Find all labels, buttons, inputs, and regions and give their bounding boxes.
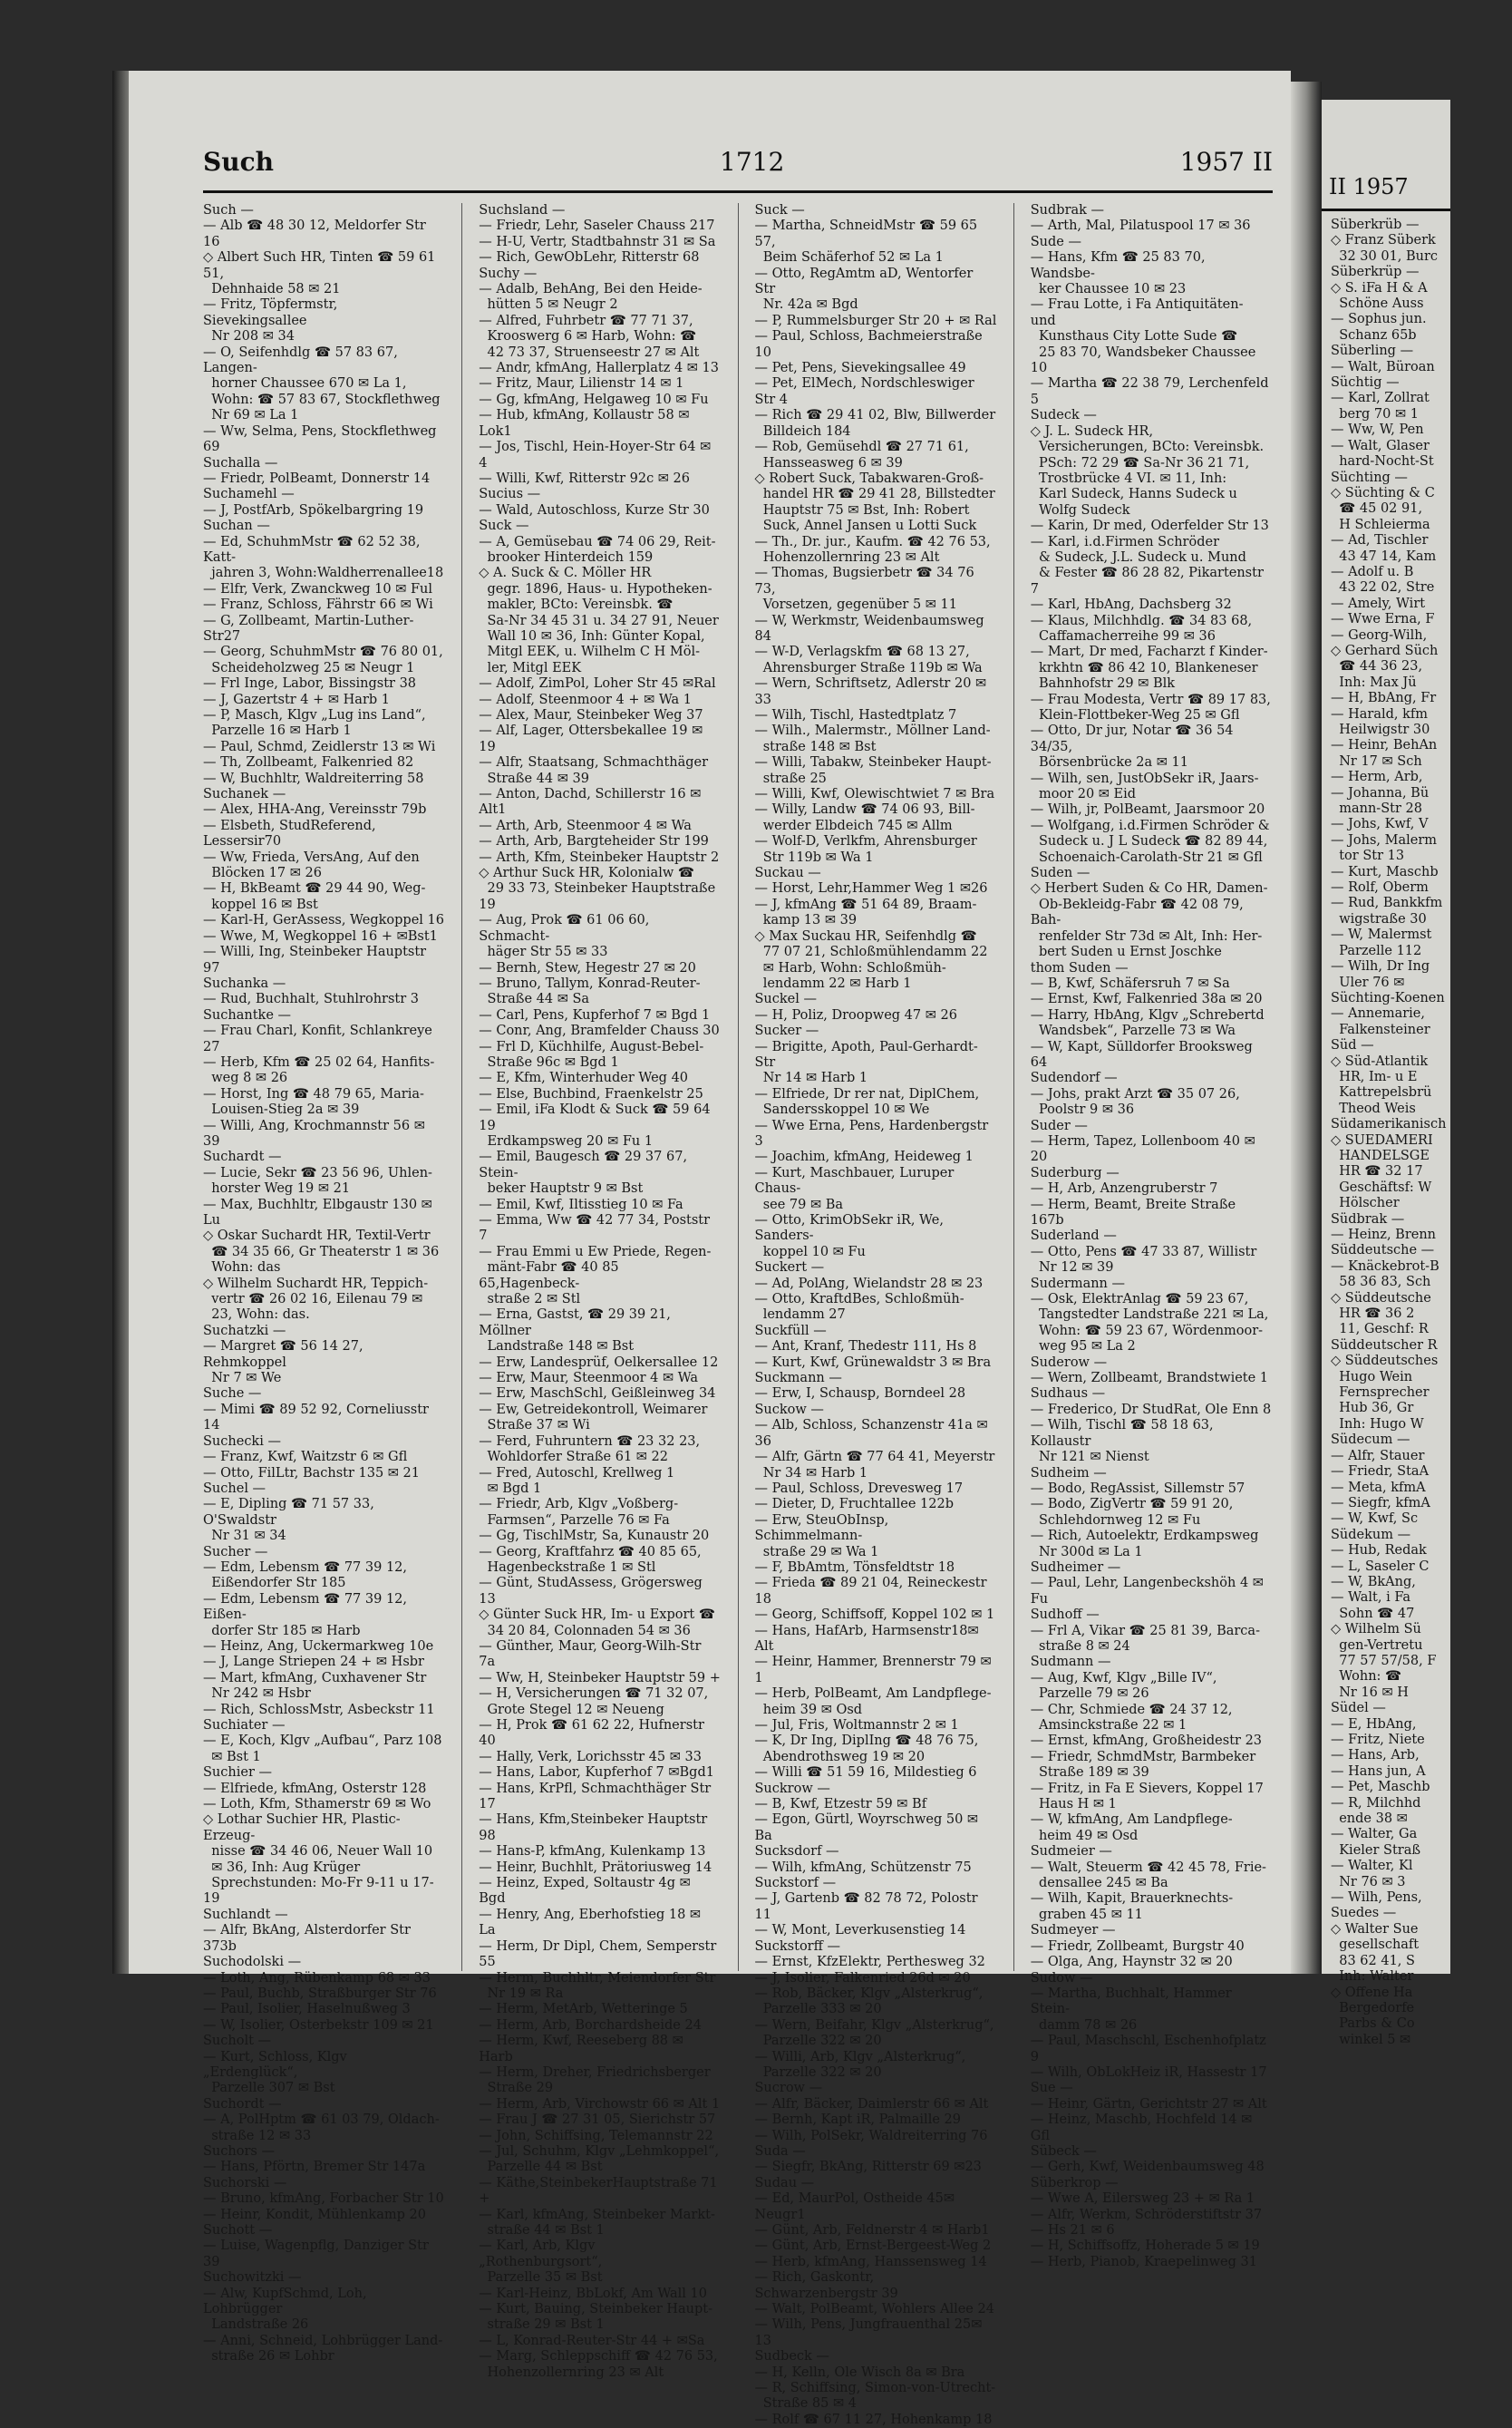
facing-page [1322,100,1450,2047]
book-gutter [1291,82,1322,1974]
column-divider [461,203,462,1971]
page-content [112,71,1291,2427]
directory-columns [203,203,1273,2427]
page-header [203,143,1273,193]
column-divider [1013,203,1014,1971]
running-head-word: Such [203,147,274,177]
facing-page-column: Süberkrüb — ◇ Franz Süberk 32 30 01, Burc Süberkrüp — ◇ S. iFa H & A Schöne Auss — Sophus jun. Schanz 65b Süberling — — Walt, Büroan Süchtig — — Karl, Zollrat berg 70 ✉ 1 — Ww, W, Pen — Walt, Glaser hard-Nocht-St Süchting — ◇ Süchting & C ☎ 45 02 91, H Schleierma — Ad, Tischler 43 47 14, Kam — Adolf u. B 43 22 02, Stre — Amely, Wirt — Wwe Erna, F — Georg-Wilh, ◇ Gerhard Süch ☎ 44 36 23, Inh: Max Jü — H, BbAng, Fr — Harald, kfm Heilwigstr 30 — Heinr, BehAn Nr 17 ✉ Sch — Herm, Arb, — Johanna, Bü mann-Str 28 — Johs, Kwf, V — Johs, Malerm tor Str 13 — Kurt, Maschb — Rolf, Oberm — Rud, Bankkfm wigstraße 30 — W, Malermst Parzelle 112 — Wilh, Dr Ing Uler 76 ✉ Süchting-Koenen — Annemarie, Falkensteiner Süd — ◇ Süd-Atlantik HR, Im- u E Kattrepelsbrü Theod Weis Südamerikanisch ◇ SUEDAMERI HANDELSGE HR ☎ 32 17 Geschäftsf: W Hölscher Südbrak — — Heinz, Brenn Süddeutsche — — Knäckebrot-B 58 36 83, Sch ◇ Süddeutsche HR ☎ 36 2 11, Geschf: R Süddeutscher R ◇ Süddeutsches Hugo Wein Fernsprecher Hub 36, Gr Inh: Hugo W Südecum — — Alfr, Stauer — Friedr, StaA — Meta, kfmA — Siegfr, kfmA — W, Kwf, Sc Südekum — — Hub, Redak — L, Saseler C — W, BkAng, — Walt, i Fa Sohn ☎ 47 ◇ Wilhelm Sü gen-Vertretu 77 57 57/58, F Wohn: ☎ Nr 16 ✉ H Südel — — E, HbAng, — Fritz, Niete — Hans, Arb, — Hans jun, A — Pet, Maschb — R, Milchhd ende 38 ✉ — Walter, Ga Kieler Straß — Walter, Kl Nr 76 ✉ 3 — Wilh, Pens, Suedes — ◇ Walter Sue gesellschaft 83 62 41, S Inh: Walter ◇ Offene Ha Bergedorfe Parbs & Co winkel 5 ✉ [1331,218,1447,2047]
column-4: Sudbrak — — Arth, Mal, Pilatuspool 17 ✉ 36 Sude — — Hans, Kfm ☎ 25 83 70, Wandsbe- ker Chaussee 10 ✉ 23 — Frau Lotte, i Fa Antiquitäten- und Kunsthaus City Lotte Sude ☎ 25 83 70, Wandsbeker Chaussee 10 — Martha ☎ 22 38 79, Lerchenfeld 5 Sudeck — ◇ J. L. Sudeck HR, Versicherungen, BCto: Vereinsbk. PSch: 72 29 ☎ Sa-Nr 36 21 71, Trostbrücke 4 VI. ✉ 11, Inh: Karl Sudeck, Hanns Sudeck u Wolfg Sudeck — Karin, Dr med, Oderfelder Str 13 — Karl, i.d.Firmen Schröder & Sudeck, J.L. Sudeck u. Mund & Fester ☎ 86 28 82, Pikartenstr 7 — Karl, HbAng, Dachsberg 32 — Klaus, Milchhdlg. ☎ 34 83 68, Caffamacherreihe 99 ✉ 36 — Mart, Dr med, Facharzt f Kinder- krkhtn ☎ 86 42 10, Blankeneser Bahnhofstr 29 ✉ Blk — Frau Modesta, Vertr ☎ 89 17 83, Klein-Flottbeker-Weg 25 ✉ Gfl — Otto, Dr jur, Notar ☎ 36 54 34/35, Börsenbrücke 2a ✉ 11 — Wilh, sen, JustObSekr iR, Jaars- moor 20 ✉ Eid — Wilh, jr, PolBeamt, Jaarsmoor 20 — Wolfgang, i.d.Firmen Schröder & Sudeck u. J L Sudeck ☎ 82 89 44, Schoenaich-Carolath-Str 21 ✉ Gfl Suden — ◇ Herbert Suden & Co HR, Damen- Ob-Bekleidg-Fabr ☎ 42 08 79, Bah- renfelder Str 73d ✉ Alt, Inh: Her- bert Suden u Ernst Joschke thom Suden — — B, Kwf, Schäfersruh 7 ✉ Sa — Ernst, Kwf, Falkenried 38a ✉ 20 — Harry, HbAng, Klgv „Schrebertd Wandsbek“, Parzelle 73 ✉ Wa — W, Kapt, Sülldorfer Brooksweg 64 Sudendorf — — Johs, prakt Arzt ☎ 35 07 26, Poolstr 9 ✉ 36 Suder — — Herm, Tapez, Lollenboom 40 ✉ 20 Suderburg — — H, Arb, Anzengruberstr 7 — Herm, Beamt, Breite Straße 167b Suderland — — Otto, Pens ☎ 47 33 87, Willistr Nr 12 ✉ 39 Sudermann — — Osk, ElektrAnlag ☎ 59 23 67, Tangstedter Landstraße 221 ✉ La, Wohn: ☎ 59 23 67, Wördenmoor- weg 95 ✉ La 2 Suderow — — Wern, Zollbeamt, Brandstwiete 1 Sudhaus — — Frederico, Dr StudRat, Ole Enn 8 — Wilh, Tischl ☎ 58 18 63, Kollaustr Nr 121 ✉ Nienst Sudheim — — Bodo, RegAssist, Sillemstr 57 — Bodo, ZigVertr ☎ 59 91 20, Schlehdornweg 12 ✉ Fu — Rich, Autoelektr, Erdkampsweg Nr 300d ✉ La 1 Sudheimer — — Paul, Lehr, Langenbeckshöh 4 ✉Fu Sudhoff — — Frl A, Vikar ☎ 25 81 39, Barca- straße 8 ✉ 24 Sudmann — — Aug, Kwf, Klgv „Bille IV“, Parzelle 79 ✉ 26 — Chr, Schmiede ☎ 24 37 12, Amsinckstraße 22 ✉ 1 — Ernst, kfmAng, Großheidestr 23 — Friedr, SchmdMstr, Barmbeker Straße 189 ✉ 39 — Fritz, in Fa E Sievers, Koppel 17 Haus H ✉ 1 — W, kfmAng, Am Landpflege- heim 49 ✉ Osd Sudmeier — — Walt, Steuerm ☎ 42 45 78, Frie- densallee 245 ✉ Ba — Wilh, Kapit, Brauerknechts- graben 45 ✉ 11 Sudmeyer — — Friedr, Zollbeamt, Burgstr 40 — Olga, Ang, Haynstr 32 ✉ 20 Sudow — — Martha, Buchhalt, Hammer Stein- damm 78 ✉ 26 — Paul, Maschschl, Eschenhofplatz 9 — Wilh, ObLokHeiz iR, Hassestr 17 Sue — — Heinr, Gärtn, Gerichtstr 27 ✉ Alt — Heinz, Maschb, Hochfeld 14 ✉ Gfl Sübeck — — Gerh, Kwf, Weidenbaumsweg 48 Süberkrop — — Wwe A, Eilersweg 23 + ✉ Ra 1 — Alfr, Werkm, Schröderstiftstr 37 — Hs 21 ✉ 6 — H, Schiffsoffz, Hoherade 5 ✉ 19 — Herb, Pianob, Kraepelinweg 31 [1030,203,1272,2269]
column-divider [738,203,739,1971]
facing-page-header: II 1957 [1329,174,1409,199]
column-3: Suck — — Martha, SchneidMstr ☎ 59 65 57, Beim Schäferhof 52 ✉ La 1 — Otto, RegAmtm aD, Wentorfer Str Nr. 42a ✉ Bgd — P, Rummelsburger Str 20 + ✉ Ral — Paul, Schloss, Bachmeierstraße 10 — Pet, Pens, Sievekingsallee 49 — Pet, ElMech, Nordschleswiger Str 4 — Rich ☎ 29 41 02, Blw, Billwerder Billdeich 184 — Rob, Gemüsehdl ☎ 27 71 61, Hansseasweg 6 ✉ 39 ◇ Robert Suck, Tabakwaren-Groß- handel HR ☎ 29 41 28, Billstedter Hauptstr 75 ✉ Bst, Inh: Robert Suck, Annel Jansen u Lotti Suck — Th., Dr. jur., Kaufm. ☎ 42 76 53, Hohenzollernring 23 ✉ Alt — Thomas, Bugsierbetr ☎ 34 76 73, Vorsetzen, gegenüber 5 ✉ 11 — W, Werkmstr, Weidenbaumsweg 84 — W-D, Verlagskfm ☎ 68 13 27, Ahrensburger Straße 119b ✉ Wa — Wern, Schriftsetz, Adlerstr 20 ✉33 — Wilh, Tischl, Hastedtplatz 7 — Wilh., Malermstr., Möllner Land- straße 148 ✉ Bst — Willi, Tabakw, Steinbeker Haupt- straße 25 — Willi, Kwf, Olewischtwiet 7 ✉ Bra — Willy, Landw ☎ 74 06 93, Bill- werder Elbdeich 745 ✉ Allm — Wolf-D, Verlkfm, Ahrensburger Str 119b ✉ Wa 1 Suckau — — Horst, Lehr,Hammer Weg 1 ✉26 — J, kfmAng ☎ 51 64 89, Braam- kamp 13 ✉ 39 ◇ Max Suckau HR, Seifenhdlg ☎ 77 07 21, Schloßmühlendamm 22 ✉ Harb, Wohn: Schloßmüh- lendamm 22 ✉ Harb 1 Suckel — — H, Poliz, Droopweg 47 ✉ 26 Sucker — — Brigitte, Apoth, Paul-Gerhardt-Str Nr 14 ✉ Harb 1 — Elfriede, Dr rer nat, DiplChem, Sandersskoppel 10 ✉ We — Wwe Erna, Pens, Hardenbergstr 3 — Joachim, kfmAng, Heideweg 1 — Kurt, Maschbauer, Luruper Chaus- see 79 ✉ Ba — Otto, KrimObSekr iR, We, Sanders- koppel 10 ✉ Fu Suckert — — Ad, PolAng, Wielandstr 28 ✉ 23 — Otto, KraftdBes, Schloßmüh- lendamm 27 Suckfüll — — Ant, Kranf, Thedestr 111, Hs 8 — Kurt, Kwf, Grünewaldstr 3 ✉ Bra Suckmann — — Erw, I, Schausp, Borndeel 28 Suckow — — Alb, Schloss, Schanzenstr 41a ✉36 — Alfr, Gärtn ☎ 77 64 41, Meyerstr Nr 34 ✉ Harb 1 — Paul, Schloss, Drevesweg 17 — Dieter, D, Fruchtallee 122b — Erw, SteuObInsp, Schimmelmann- straße 29 ✉ Wa 1 — F, BbAmtm, Tönsfeldtstr 18 — Frieda ☎ 89 21 04, Reineckestr 18 — Georg, Schiffsoff, Koppel 102 ✉ 1 — Hans, HafArb, Harmsenstr18✉Alt — Heinr, Hammer, Brennerstr 79 ✉ 1 — Herb, PolBeamt, Am Landpflege- heim 39 ✉ Osd — Jul, Fris, Woltmannstr 2 ✉ 1 — K, Dr Ing, DiplIng ☎ 48 76 75, Abendrothsweg 19 ✉ 20 — Willi ☎ 51 59 16, Mildestieg 6 Suckrow — — B, Kwf, Etzestr 59 ✉ Bf — Egon, Gürtl, Woyrschweg 50 ✉ Ba Sucksdorf — — Wilh, kfmAng, Schützenstr 75 Suckstorf — — J, Gartenb ☎ 82 78 72, Polostr 11 — W, Mont, Leverkusenstieg 14 Suckstorff — — Ernst, KfzElektr, Perthesweg 32 — J, Isolier, Falkenried 26d ✉ 20 — Rob, Bäcker, Klgv „Alsterkrug“, Parzelle 333 ✉ 20 — Wern, Beifahr, Klgv „Alsterkrug“, Parzelle 322 ✉ 20 — Willi, Arb, Klgv „Alsterkrug“, Parzelle 322 ✉ 20 Sucrow — — Alfr, Bäcker, Daimlerstr 66 ✉ Alt — Bernh, Kapt iR, Palmaille 29 — Wilh, PolSekr, Waldreiterring 76 Suda — — Siegfr, BkAng, Ritterstr 69 ✉23 Sudau — — Ed, MaurPol, Ostheide 45✉Neugr1 — Günt, Arb, Feldnerstr 4 ✉ Harb1 — Günt, Arb, Ernst-Bergeest-Weg 2 — Herb, kfmAng, Hanssensweg 14 — Rich, Gaskontr, Schwarzenbergstr 39 — Walt, PolBeamt, Wohlers Allee 24 — Wilh, Pens, Jungfrauenthal 25✉13 Sudbeck — — H, Kelln, Ole Wisch 8a ✉ Bra — R, Schiffsing, Simon-von-Utrecht- Straße 85 ✉ 4 — Rolf ☎ 67 11 27, Hohenkamp 18 [754,203,997,2427]
column-1: Such — — Alb ☎ 48 30 12, Meldorfer Str 16 ◇ Albert Such HR, Tinten ☎ 59 61 51, Dehnhaide 58 ✉ 21 — Fritz, Töpfermstr, Sievekingsallee Nr 208 ✉ 34 — O, Seifenhdlg ☎ 57 83 67, Langen- horner Chaussee 670 ✉ La 1, Wohn: ☎ 57 83 67, Stockflethweg Nr 69 ✉ La 1 — Ww, Selma, Pens, Stockflethweg 69 Suchalla — — Friedr, PolBeamt, Donnerstr 14 Suchamehl — — J, PostfArb, Spökelbargring 19 Suchan — — Ed, SchuhmMstr ☎ 62 52 38, Katt- jahren 3, Wohn:Waldherrenallee18 — Elfr, Verk, Zwanckweg 10 ✉ Ful — Franz, Schloss, Fährstr 66 ✉ Wi — G, Zollbeamt, Martin-Luther-Str27 — Georg, SchuhmMstr ☎ 76 80 01, Scheideholzweg 25 ✉ Neugr 1 — Frl Inge, Labor, Bissingstr 38 — J, Gazertstr 4 + ✉ Harb 1 — P, Masch, Klgv „Lug ins Land“, Parzelle 16 ✉ Harb 1 — Paul, Schmd, Zeidlerstr 13 ✉ Wi — Th, Zollbeamt, Falkenried 82 — W, Buchhltr, Waldreiterring 58 Suchanek — — Alex, HHA-Ang, Vereinsstr 79b — Elsbeth, StudReferend, Lessersir70 — Ww, Frieda, VersAng, Auf den Blöcken 17 ✉ 26 — H, BkBeamt ☎ 29 44 90, Weg- koppel 16 ✉ Bst — Karl-H, GerAssess, Wegkoppel 16 — Wwe, M, Wegkoppel 16 + ✉Bst1 — Willi, Ing, Steinbeker Hauptstr 97 Suchanka — — Rud, Buchhalt, Stuhlrohrstr 3 Suchantke — — Frau Charl, Konfit, Schlankreye 27 — Herb, Kfm ☎ 25 02 64, Hanfits- weg 8 ✉ 26 — Horst, Ing ☎ 48 79 65, Maria- Louisen-Stieg 2a ✉ 39 — Willi, Ang, Krochmannstr 56 ✉ 39 Suchardt — — Lucie, Sekr ☎ 23 56 96, Uhlen- horster Weg 19 ✉ 21 — Max, Buchhltr, Elbgaustr 130 ✉ Lu ◇ Oskar Suchardt HR, Textil-Vertr ☎ 34 35 66, Gr Theaterstr 1 ✉ 36 Wohn: das ◇ Wilhelm Suchardt HR, Teppich- vertr ☎ 26 02 16, Eilenau 79 ✉ 23, Wohn: das. Suchatzki — — Margret ☎ 56 14 27, Rehmkoppel Nr 7 ✉ We Suche — — Mimi ☎ 89 52 92, Corneliusstr 14 Suchecki — — Franz, Kwf, Waitzstr 6 ✉ Gfl — Otto, FilLtr, Bachstr 135 ✉ 21 Suchel — — E, Dipling ☎ 71 57 33, O'Swaldstr Nr 31 ✉ 34 Sucher — — Edm, Lebensm ☎ 77 39 12, Eißendorfer Str 185 — Edm, Lebensm ☎ 77 39 12, Eißen- dorfer Str 185 ✉ Harb — Heinz, Ang, Uckermarkweg 10e — J, Lange Striepen 24 + ✉ Hsbr — Mart, kfmAng, Cuxhavener Str Nr 242 ✉ Hsbr — Rich, SchlossMstr, Asbeckstr 11 Suchiater — — E, Koch, Klgv „Aufbau“, Parz 108 ✉ Bst 1 Suchier — — Elfriede, kfmAng, Osterstr 128 — Loth, Kfm, Sthamerstr 69 ✉ Wo ◇ Lothar Suchier HR, Plastic-Erzeug- nisse ☎ 34 46 06, Neuer Wall 10 ✉ 36, Inh: Aug Krüger Sprechstunden: Mo-Fr 9-11 u 17-19 Suchlandt — — Alfr, BkAng, Alsterdorfer Str 373b Suchodolski — — Loth, Ang, Rübenkamp 68 ✉ 33 — Paul, Buchb, Straßburger Str 76 — Paul, Isolier, Haselnußweg 3 — W, Isolier, Osterbekstr 109 ✉ 21 Sucholt — — Kurt, Schloss, Klgv „Erdenglück“, Parzelle 307 ✉ Bst Suchordt — — A, PolHptm ☎ 61 03 79, Oldach- straße 12 ✉ 33 Suchors — — Hans, Pförtn, Bremer Str 147a Suchorski — — Bruno, kfmAng, Forbacher Str 10 — Heinr, Kondit, Mühlenkamp 20 Suchott — — Luise, Wagenpflg, Danziger Str 39 Suchowitzki — — Alw, KupfSchmd, Loh, Lohbrügger Landstraße 26 — Anni, Schneid, Lohbrügger Land- straße 26 ✉ Lohbr [203,203,444,2365]
year-and-volume: 1957 II [1179,147,1273,177]
column-2: Suchsland — — Friedr, Lehr, Saseler Chauss 217 — H-U, Vertr, Stadtbahnstr 31 ✉ Sa — Rich, GewObLehr, Ritterstr 68 Suchy — — Adalb, BehAng, Bei den Heide- hütten 5 ✉ Neugr 2 — Alfred, Fuhrbetr ☎ 77 71 37, Krooswerg 6 ✉ Harb, Wohn: ☎ 42 73 37, Struenseestr 27 ✉ Alt — Andr, kfmAng, Hallerplatz 4 ✉ 13 — Fritz, Maur, Lilienstr 14 ✉ 1 — Gg, kfmAng, Helgaweg 10 ✉ Fu — Hub, kfmAng, Kollaustr 58 ✉Lok1 — Jos, Tischl, Hein-Hoyer-Str 64 ✉ 4 — Willi, Kwf, Ritterstr 92c ✉ 26 Sucius — — Wald, Autoschloss, Kurze Str 30 Suck — — A, Gemüsebau ☎ 74 06 29, Reit- brooker Hinterdeich 159 ◇ A. Suck & C. Möller HR gegr. 1896, Haus- u. Hypotheken- makler, BCto: Vereinsbk. ☎ Sa-Nr 34 45 31 u. 34 27 91, Neuer Wall 10 ✉ 36, Inh: Günter Kopal, Mitgl EEK, u. Wilhelm C H Möl- ler, Mitgl EEK — Adolf, ZimPol, Loher Str 45 ✉Ral — Adolf, Steenmoor 4 + ✉ Wa 1 — Alex, Maur, Steinbeker Weg 37 — Alf, Lager, Ottersbekallee 19 ✉ 19 — Alfr, Staatsang, Schmachthäger Straße 44 ✉ 39 — Anton, Dachd, Schillerstr 16 ✉Alt1 — Arth, Arb, Steenmoor 4 ✉ Wa — Arth, Arb, Bargteheider Str 199 — Arth, Kfm, Steinbeker Hauptstr 2 ◇ Arthur Suck HR, Kolonialw ☎ 29 33 73, Steinbeker Hauptstraße 19 — Aug, Prok ☎ 61 06 60, Schmacht- häger Str 55 ✉ 33 — Bernh, Stew, Hegestr 27 ✉ 20 — Bruno, Tallym, Konrad-Reuter- Straße 44 ✉ Sa — Carl, Pens, Kupferhof 7 ✉ Bgd 1 — Conr, Ang, Bramfelder Chauss 30 — Frl D, Küchhilfe, August-Bebel- Straße 96c ✉ Bgd 1 — E, Kfm, Winterhuder Weg 40 — Else, Buchbind, Fraenkelstr 25 — Emil, iFa Klodt & Suck ☎ 59 64 19 Erdkampsweg 20 ✉ Fu 1 — Emil, Baugesch ☎ 29 37 67, Stein- beker Hauptstr 9 ✉ Bst — Emil, Kwf, Iltisstieg 10 ✉ Fa — Emma, Ww ☎ 42 77 34, Poststr 7 — Frau Emmi u Ew Priede, Regen- mänt-Fabr ☎ 40 85 65,Hagenbeck- straße 2 ✉ Stl — Erna, Gastst, ☎ 29 39 21, Möllner Landstraße 148 ✉ Bst — Erw, Landesprüf, Oelkersallee 12 — Erw, Maur, Steenmoor 4 ✉ Wa — Erw, MaschSchl, Geißleinweg 34 — Ew, Getreidekontroll, Weimarer Straße 37 ✉ Wi — Ferd, Fuhruntern ☎ 23 32 23, Wohldorfer Straße 61 ✉ 22 — Fred, Autoschl, Krellweg 1 ✉ Bgd 1 — Friedr, Arb, Klgv „Voßberg- Farmsen“, Parzelle 76 ✉ Fa — Gg, TischlMstr, Sa, Kunaustr 20 — Georg, Kraftfahrz ☎ 40 85 65, Hagenbeckstraße 1 ✉ Stl — Günt, StudAssess, Grögersweg 13 ◇ Günter Suck HR, Im- u Export ☎ 34 20 84, Colonnaden 54 ✉ 36 — Günther, Maur, Georg-Wilh-Str 7a — Ww, H, Steinbeker Hauptstr 59 + — H, Versicherungen ☎ 71 32 07, Grote Stegel 12 ✉ Neueng — H, Prok ☎ 61 62 22, Hufnerstr 40 — Hally, Verk, Lorichsstr 45 ✉ 33 — Hans, Labor, Kupferhof 7 ✉Bgd1 — Hans, KrPfl, Schmachthäger Str 17 — Hans, Kfm,Steinbeker Hauptstr 98 — Hans-P, kfmAng, Kulenkamp 13 — Heinr, Buchhlt, Prätoriusweg 14 — Heinz, Exped, Soltaustr 4g ✉ Bgd — Henry, Ang, Eberhofstieg 18 ✉ La — Herm, Dr Dipl, Chem, Semperstr 55 — Herm, Buchhltr, Meiendorfer Str Nr 19 ✉ Ra — Herm, MetArb, Wetteringe 5 — Herm, Arb, Borchardsheide 24 — Herm, Kwf, Reeseberg 88 ✉ Harb — Herm, Dreher, Friedrichsberger Straße 29 — Herm, Arb, Virchowstr 66 ✉ Alt 1 — Frau J ☎ 27 31 05, Sierichstr 57 — John, Schiffsing, Telemannstr 22 — Jul, Schuhm, Klgv „Lehmkoppel“, Parzelle 44 ✉ Bst — Käthe,SteinbekerHauptstraße 71 + — Karl, kfmAng, Steinbeker Markt- straße 44 ✉ Bst 1 — Karl, Arb, Klgv „Rothenburgsort“, Parzelle 35 ✉ Bst — Karl-Heinz, BbLokf, Am Wall 10 — Kurt, Bauing, Steinbeker Haupt- straße 29 ✉ Bst 1 — L, Konrad-Reuter-Str 44 + ✉Sa — Marg, Schleppschiff ☎ 42 76 53, Hohenzollernring 23 ✉ Alt [479,203,721,2380]
page-number: 1712 [720,147,785,177]
facing-page-header-rule [1322,209,1450,211]
